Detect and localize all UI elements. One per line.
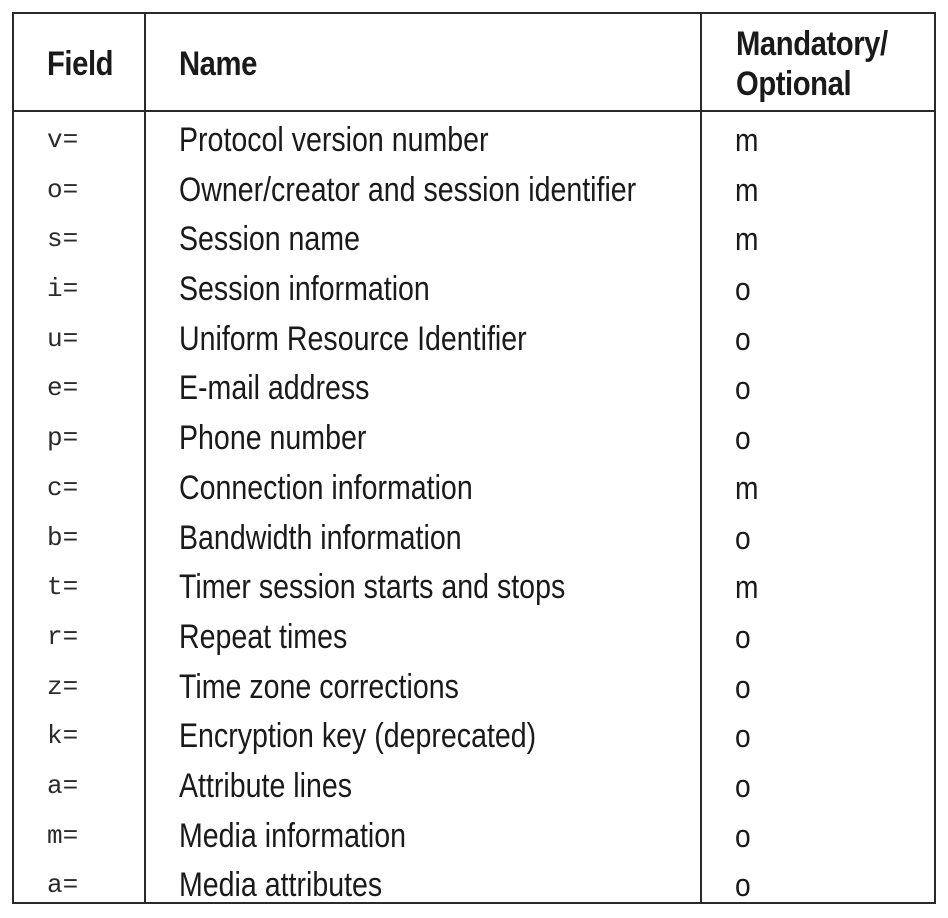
field-code: z= <box>47 671 79 702</box>
field-name: Phone number <box>179 419 367 458</box>
field-code: m= <box>47 820 79 851</box>
field-code: v= <box>47 125 79 155</box>
field-code: p= <box>47 423 79 454</box>
field-code: k= <box>47 721 79 752</box>
field-name: Repeat times <box>179 617 348 656</box>
field-code: e= <box>47 373 79 404</box>
field-status: o <box>735 320 751 357</box>
table-row <box>14 116 934 166</box>
field-name: Timer session starts and stops <box>179 568 566 607</box>
header-mandatory-line1: Mandatory/ <box>736 25 888 63</box>
table-row <box>14 812 934 862</box>
field-name: Owner/creator and session identifier <box>179 170 637 209</box>
field-status: o <box>735 867 751 904</box>
field-status: m <box>735 122 759 158</box>
field-code: s= <box>47 224 79 255</box>
field-name: Time zone corrections <box>179 667 459 706</box>
field-status: m <box>735 171 759 208</box>
table-row <box>14 514 934 564</box>
field-code: c= <box>47 472 79 503</box>
field-status: o <box>735 618 751 655</box>
field-status: m <box>735 221 759 258</box>
field-code: b= <box>47 522 79 553</box>
field-name: Bandwidth information <box>179 518 462 557</box>
table-row <box>14 215 934 265</box>
field-status: o <box>735 718 751 755</box>
field-status: o <box>735 817 751 854</box>
field-status: o <box>735 767 751 804</box>
field-code: r= <box>47 621 79 652</box>
field-name: E-mail address <box>179 369 370 408</box>
field-name: Media attributes <box>179 866 383 905</box>
table-row <box>14 315 934 365</box>
table-row <box>14 712 934 762</box>
header-mandatory-line2: Optional <box>736 65 852 103</box>
table-row <box>14 166 934 216</box>
field-code: o= <box>47 174 79 205</box>
field-name: Protocol version number <box>179 121 489 159</box>
table-row <box>14 762 934 812</box>
field-name: Encryption key (deprecated) <box>179 717 537 756</box>
header-mandatory-optional <box>736 24 888 104</box>
field-code: u= <box>47 323 79 354</box>
field-name: Media information <box>179 816 407 855</box>
field-code: t= <box>47 572 79 603</box>
table-row <box>14 464 934 514</box>
field-code: i= <box>47 274 79 305</box>
field-code: a= <box>47 870 79 901</box>
field-status: m <box>735 469 759 506</box>
header-divider <box>14 110 934 112</box>
header-field: Field <box>47 45 114 83</box>
field-status: o <box>735 370 751 407</box>
header-name: Name <box>179 45 257 83</box>
field-status: o <box>735 519 751 556</box>
field-status: m <box>735 569 759 606</box>
field-status: o <box>735 668 751 705</box>
field-code: a= <box>47 770 79 801</box>
table-body <box>14 116 934 911</box>
table-row <box>14 563 934 613</box>
field-name: Connection information <box>179 468 473 507</box>
table-row <box>14 861 934 911</box>
sdp-fields-table <box>12 12 936 904</box>
table-row <box>14 265 934 315</box>
field-status: o <box>735 271 751 308</box>
field-name: Attribute lines <box>179 766 353 805</box>
field-name: Uniform Resource Identifier <box>179 319 527 358</box>
field-status: o <box>735 420 751 457</box>
field-name: Session information <box>179 270 430 309</box>
table-row <box>14 663 934 713</box>
table-row <box>14 414 934 464</box>
table-row <box>14 364 934 414</box>
table-row <box>14 613 934 663</box>
field-name: Session name <box>179 220 360 259</box>
